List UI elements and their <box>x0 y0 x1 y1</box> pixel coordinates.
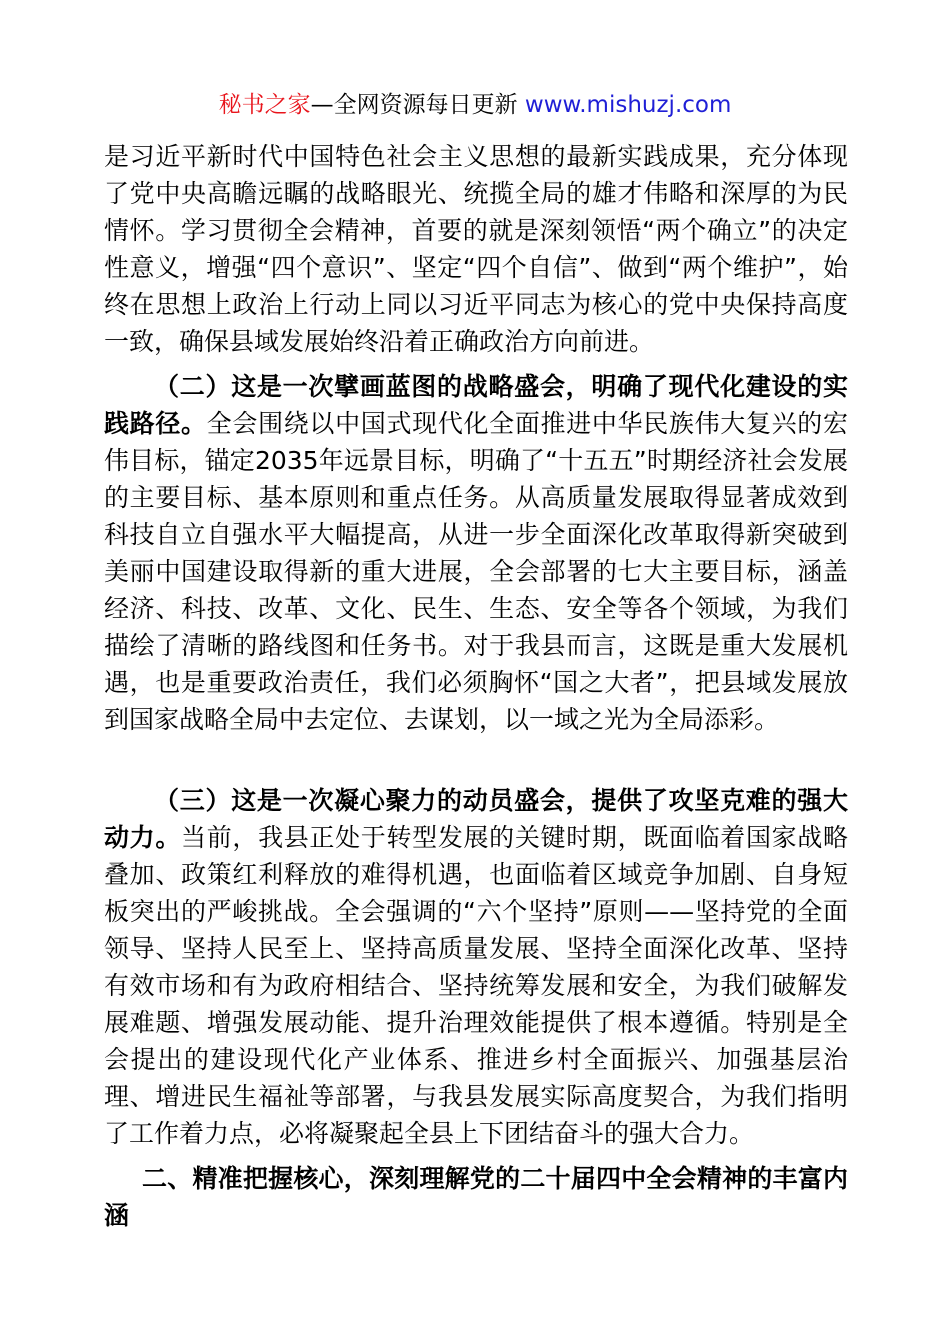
paragraph-section-3-lead: （三）这是一次凝心聚力的动员盛会，提供了攻坚克难的强大动力。 <box>104 786 848 852</box>
document-body <box>104 138 848 1234</box>
paragraph-section-3 <box>104 782 848 1152</box>
section-heading: 二、精准把握核心，深刻理解党的二十届四中全会精神的丰富内涵 <box>104 1164 848 1230</box>
site-tagline: —全网资源每日更新 <box>310 92 525 118</box>
paragraph-section-2 <box>104 368 848 738</box>
site-url-link[interactable]: www.mishuzj.com <box>524 92 732 118</box>
paragraph-section-2-body: 全会围绕以中国式现代化全面推进中华民族伟大复兴的宏伟目标，锚定2035年远景目标，明确了“十五五”时期经济社会发展的主要目标、基本原则和重点任务。从高质量发展取得显著成效到科技自立自强水平大幅提高，从进一步全面深化改革取得新突破到美丽中国建设取得新的重大进展，全会部署的七大主要目标，涵盖经济、科技、改革、文化、民生、生态、安全等各个领域，为我们描绘了清晰的路线图和任务书。对于我县而言，这既是重大发展机遇，也是重要政治责任，我们必须胸怀“国之大者”，把县域发展放到国家战略全局中去定位、去谋划，以一域之光为全局添彩。 <box>104 409 848 734</box>
paragraph-section-3-body: 当前，我县正处于转型发展的关键时期，既面临着国家战略叠加、政策红利释放的难得机遇，也面临着区域竞争加剧、自身短板突出的严峻挑战。全会强调的“六个坚持”原则——坚持党的全面领导、坚持人民至上、坚持高质量发展、坚持全面深化改革、坚持有效市场和有为政府相结合、坚持统筹发展和安全，为我们破解发展难题、增强发展动能、提升治理效能提供了根本遵循。特别是全会提出的建设现代化产业体系、推进乡村全面振兴、加强基层治理、增进民生福祉等部署，与我县发展实际高度契合，为我们指明了工作着力点，必将凝聚起全县上下团结奋斗的强大合力。 <box>104 823 848 1148</box>
paragraph-intro: 是习近平新时代中国特色社会主义思想的最新实践成果，充分体现了党中央高瞻远瞩的战略眼光、统揽全局的雄才伟略和深厚的为民情怀。学习贯彻全会精神，首要的就是深刻领悟“两个确立”的决定性意义，增强“四个意识”、坚定“四个自信”、做到“两个维护”，始终在思想上政治上行动上同以习近平同志为核心的党中央保持高度一致，确保县域发展始终沿着正确政治方向前进。 <box>104 142 848 356</box>
site-brand: 秘书之家 <box>218 92 311 118</box>
site-header <box>0 90 950 120</box>
paragraph-section-2-lead: （二）这是一次擘画蓝图的战略盛会，明确了现代化建设的实践路径。 <box>104 372 848 438</box>
